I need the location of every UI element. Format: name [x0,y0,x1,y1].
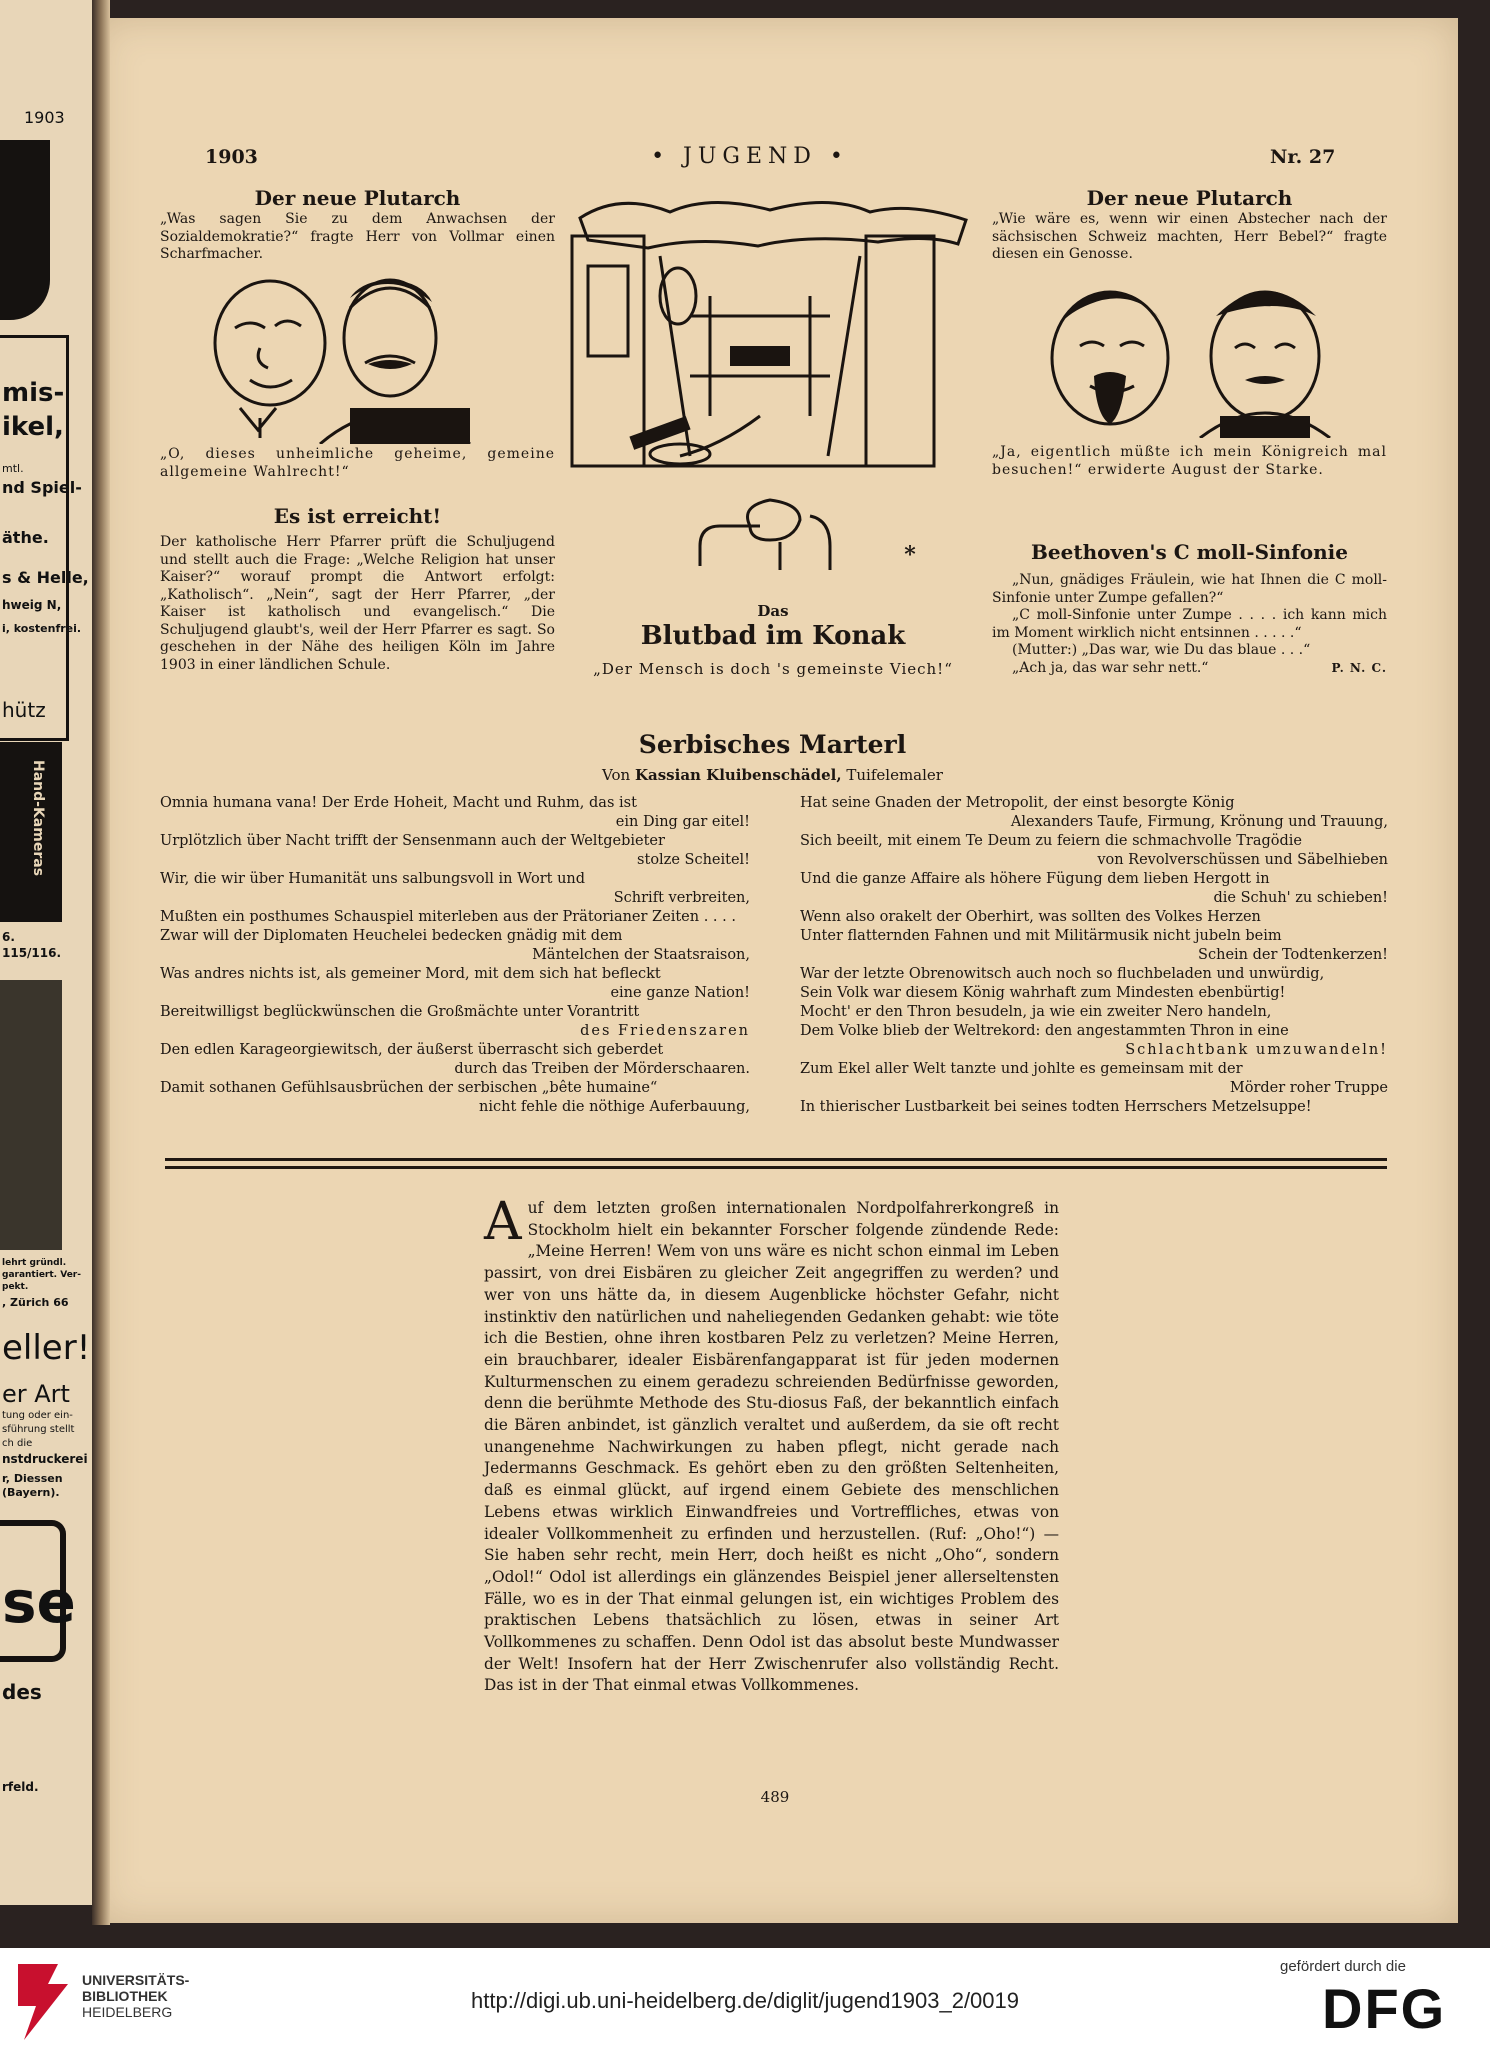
strip-big-letter [0,140,50,320]
poem-byline [160,766,1385,784]
left-heading-2: Es ist erreicht! [273,504,442,528]
strip-text: mis- [2,378,65,408]
strip-year: 1903 [24,108,65,127]
right-caption: „Ja, eigentlich müßte ich mein Königreich mal besuchen!“ erwiderte August der Starke. [992,444,1387,478]
funded-by: gefördert durch die [1280,1958,1406,1975]
header-issue: Nr. 27 [1270,146,1336,168]
center-title: Blutbad im Konak [640,621,906,651]
strip-text: rfeld. [2,1780,39,1794]
dialogue-last-line: „Ach ja, das war sehr nett.“ [1012,659,1209,676]
strip-text: des [2,1680,42,1704]
adjacent-page-strip [0,0,100,1905]
strip-text: nd Spiel- [2,478,82,497]
poem-line: Dem Volke blieb der Weltrekord: den angestammten Thron in eine Schlachtbank umzuwandeln! [800,1023,1388,1058]
right-paragraph: „Wie wäre es, wenn wir einen Abstecher nach der sächsischen Schweiz machten, Herr Bebel?“ fragte diesen ein Genosse. [992,211,1387,262]
drop-cap: A [484,1192,522,1252]
library-name-2: BIBLIOTHEK [82,1988,168,2004]
strip-text: pekt. [2,1282,29,1292]
center-das: Das [757,602,789,620]
article-body: uf dem letzten großen internationalen Nordpolfahrerkongreß in Stockholm hielt ein bekannter Forscher folgende zündende Rede: „Meine Herren! Wem von uns wäre es nicht schon einmal im Leben passirt, von drei Eisbären zu gleicher Zeit angegriffen zu werden? und wer von uns hätte da, in diesem Augenblicke höchster Gefahr, nicht instinktiv den natürlichen und naheliegenden Gedanken gehabt: wie töte ich die Bestien, ohne ihren kostbaren Pelz zu verletzen? Meine Herren, ein brauchbarer, idealer Eisbärenfangapparat ist für jeden modernen Kulturmenschen zu einem geradezu schreienden Bedürfnisse geworden, denn die berühmte Methode des Stu-diosus Faß, der bekanntlich einfach die Bären anbindet, ist gänzlich veraltet und außerdem, da sie oft recht unangenehme Nachwirkungen zu haben pflegt, nicht gerade nach Jedermanns Geschmack. Es gehört eben zu den größten Seltenheiten, daß es einmal glückt, auf irgend einem Gebiete des menschlichen Lebens etwas wirklich Einwandfreies und Vortreffliches, etwas von idealer Vollkommenheit zu erfinden und herzustellen. (Ruf: „Oho!“) — Sie haben sehr recht, mein Herr, doch heißt es nicht „Oho“, sondern „Odol!“ Odol ist allerdings ein glänzendes Beispiel jener allerseltensten Fälle, wo es in der That einmal gelungen ist, ein wichtiges Problem des praktischen Lebens thatsächlich zu lösen, etwas in seiner Art Vollkommenes zu schaffen. Denn Odol ist das absolut beste Mundwasser der Welt! Insofern hat der Herr Zwischenrufer also vollständig Recht. Das ist in der That einmal etwas Vollkommenes. [484,1199,1059,1695]
viewer-footer [0,1948,1490,2054]
strip-text: s & Helle, [2,568,89,587]
dialogue-line: „C moll-Sinfonie unter Zumpe . . . . ich kann mich im Moment wirklich nicht entsinnen . . . . .“ [992,607,1387,641]
strip-text: , Zürich 66 [2,1296,69,1309]
poem-line: Hat seine Gnaden der Metropolit, der einst besorgte König Alexanders Taufe, Firmung, Krönung und Trauung, [800,795,1388,830]
byline-prefix: Von [602,766,631,784]
poem-line: Damit sothanen Gefühlsausbrüchen der serbischen „bête humaine“ nicht fehle die nöthige Auferbauung, [160,1080,750,1115]
strip-text: hweig N, [2,598,62,612]
poem-line: Sein Volk war diesem König wahrhaft zum Mindesten ebenbürtig! [800,985,1286,1001]
poem-line: In thierischer Lustbarkeit bei seines todten Herrschers Metzelsuppe! [800,1099,1312,1115]
dialogue-line: (Mutter:) „Das war, wie Du das blaue . . .“ [1012,642,1311,658]
left-heading: Der neue Plutarch [254,186,461,210]
strip-text: se [2,1568,76,1636]
strip-text: er Art [2,1380,70,1408]
divider-rule [165,1166,1387,1169]
odol-article [484,1192,1059,1697]
library-name-1: UNIVERSITÄTS- [82,1972,190,1988]
left-paragraph: „Was sagen Sie zu dem Anwachsen der Sozialdemokratie?“ fragte Herr von Vollmar einen Scharfmacher. [160,211,555,262]
strip-text: tung oder ein- [2,1410,73,1421]
dialogue-line: „Nun, gnädiges Fräulein, wie hat Ihnen die C moll-Sinfonie unter Zumpe gefallen?“ [992,572,1387,606]
divider-rule [165,1158,1387,1161]
author-role: Tuifelemaler [846,766,943,784]
strip-text: (Bayern). [2,1486,60,1499]
poem-title: Serbisches Marterl [638,730,907,759]
strip-text: r, Diessen [2,1472,63,1485]
strip-text: Hand-Kameras [30,760,46,877]
strip-text: 115/116. [2,946,62,960]
library-name-3: HEIDELBERG [82,2004,173,2020]
signature: P. N. C. [1331,660,1387,675]
poem-right-column [800,794,1388,1117]
poem-line: Bereitwilligst beglückwünschen die Großmächte unter Vorantritt des Friedenszaren [160,1004,750,1039]
strip-text: sführung stellt [2,1424,75,1435]
star-ornament: * [904,542,916,568]
poem-line: Omnia humana vana! Der Erde Hoheit, Macht und Ruhm, das ist ein Ding gar eitel! [160,795,750,830]
poem-author: Kassian Kluibenschädel, [634,766,842,784]
poem-left-column [160,794,750,1117]
right-heading-2: Beethoven's C moll-Sinfonie [1031,540,1348,564]
poem-line: Was andres nichts ist, als gemeiner Mord, mit dem sich hat befleckt eine ganze Nation! [160,966,750,1001]
strip-photo [0,980,62,1250]
strip-text: 6. [2,930,15,944]
dfg-logo: DFG [1322,1977,1447,2040]
poem-line: Sich beeilt, mit einem Te Deum zu feiern die schmachvolle Tragödie von Revolverschüssen und Säbelhieben [800,833,1388,868]
left-paragraph-2: Der katholische Herr Pfarrer prüft die Schuljugend und stellt auch die Frage: „Welche Religion hat unser Kaiser?“ worauf prompt die Antwort erfolgt: „Katholisch“. „Nein“, sagt der Herr Pfarrer, „der Kaiser ist katholisch und evangelisch.“ Die Schuljugend glaubt's, weil der Herr Pfarrer es sagt. So geschehen in der Nähe des heiligen Köln im Jahre 1903 in einer ländlichen Schule. [160,534,555,673]
poem-line: Wir, die wir über Humanität uns salbungsvoll in Wort und Schrift verbreiten, [160,871,750,906]
strip-text: äthe. [2,528,49,547]
strip-text: garantiert. Ver- [2,1270,81,1280]
center-illustration [560,196,986,596]
header-year: 1903 [205,146,258,168]
poem-line: Den edlen Karageorgiewitsch, der äußerst überrascht sich geberdet durch das Treiben der Mörderschaaren. [160,1042,750,1077]
poem-line: Mußten ein posthumes Schauspiel miterleben aus der Prätorianer Zeiten . . . . [160,909,736,925]
header-title: • JUGEND • [651,144,849,169]
center-caption: „Der Mensch is doch 's gemeinste Viech!“ [593,660,953,678]
book-spine [92,0,110,1925]
poem-line: Wenn also orakelt der Oberhirt, was sollten des Volkes Herzen [800,909,1261,925]
poem-line: Zum Ekel aller Welt tanzte und johlte es gemeinsam mit der Mörder roher Truppe [800,1061,1388,1096]
poem-line: Zwar will der Diplomaten Heuchelei bedecken gnädig mit dem Mäntelchen der Staatsraison, [160,928,750,963]
poem-line: Urplötzlich über Nacht trifft der Sensenmann auch der Weltgebieter stolze Scheitel! [160,833,750,868]
page-number: 489 [760,1788,790,1806]
strip-text: eller! [2,1328,91,1368]
right-caricature [1020,276,1350,438]
strip-text: lehrt gründl. [2,1258,67,1268]
poem-line: Mocht' er den Thron besudeln, ja wie ein zweiter Nero handeln, [800,1004,1272,1020]
dialogue-line [992,660,1387,678]
left-caption: „O, dieses unheimliche geheime, gemeine allgemeine Wahlrecht!“ [160,446,555,480]
poem-line: Unter flatternden Fahnen und mit Militärmusik nicht jubeln beim Schein der Todtenkerzen! [800,928,1388,963]
poem-line: War der letzte Obrenowitsch auch noch so fluchbeladen und unwürdig, [800,966,1325,982]
right-heading: Der neue Plutarch [1086,186,1293,210]
right-dialogue [992,572,1387,677]
strip-text: i, kostenfrei. [2,622,82,635]
strip-text: nstdruckerei [2,1452,88,1466]
left-caricature [200,268,510,444]
strip-text: hütz [2,698,46,722]
strip-text: ikel, [2,412,64,442]
poem-line: Und die ganze Affaire als höhere Fügung dem lieben Hergott in die Schuh' zu schieben! [800,871,1388,906]
source-url[interactable]: http://digi.ub.uni-heidelberg.de/diglit/jugend1903_2/0019 [471,1988,1019,2013]
strip-text: mtl. [2,462,24,475]
strip-text: ch die [2,1438,33,1449]
